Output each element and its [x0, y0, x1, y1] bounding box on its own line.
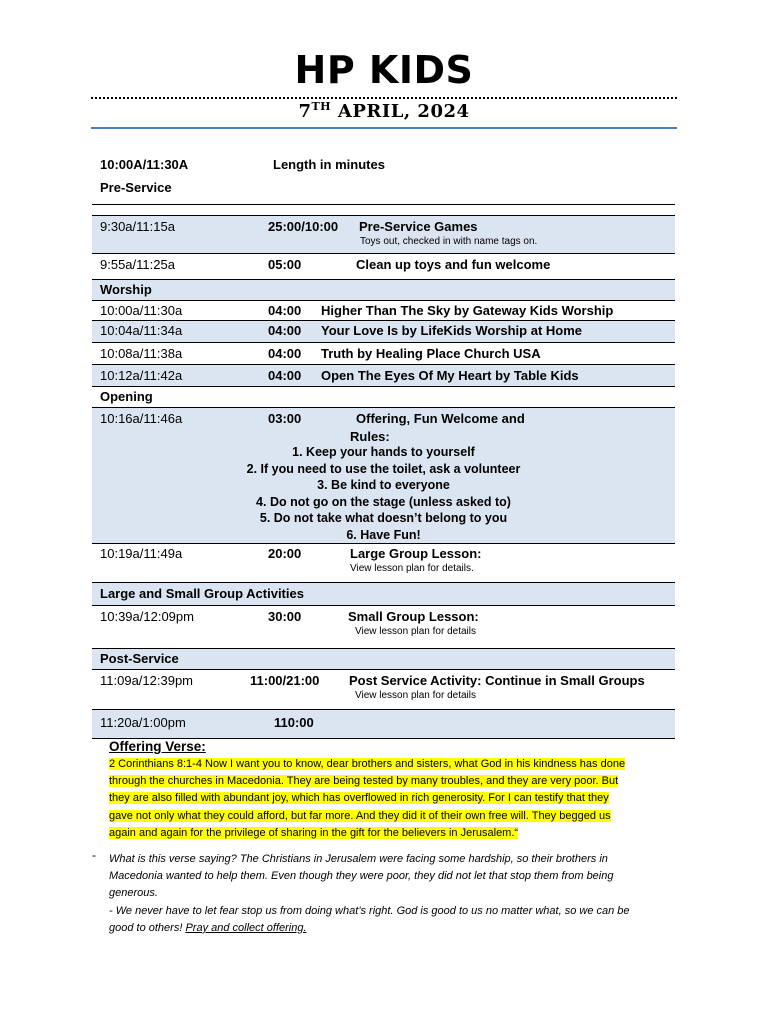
row-title: Pre-Service Games — [359, 219, 478, 234]
row-time: 11:20a/1:00pm — [100, 715, 186, 730]
verse-line: 2 Corinthians 8:1-4 Now I want you to know, dear brothers and sisters, what God in his kindness has done — [109, 758, 626, 770]
row-title: Your Love Is by LifeKids Worship at Home — [321, 323, 583, 338]
row-subtitle: View lesson plan for details — [355, 690, 476, 701]
section-opening — [92, 387, 675, 408]
dotted-divider — [91, 97, 677, 99]
row-time: 10:04a/11:34a — [100, 323, 183, 338]
schedule-row — [92, 216, 675, 254]
note-line: generous. — [109, 887, 158, 900]
row-length: 04:00 — [268, 323, 302, 338]
rule-item: 1. Keep your hands to yourself — [292, 445, 475, 459]
section-worship — [92, 280, 675, 301]
schedule-row — [92, 710, 675, 739]
row-title: Clean up toys and fun welcome — [356, 257, 551, 272]
row-title: Open The Eyes Of My Heart by Table Kids — [321, 368, 579, 383]
row-length: 05:00 — [268, 257, 302, 272]
row-time: 10:12a/11:42a — [100, 368, 183, 383]
offering-verse — [109, 756, 679, 842]
note-line: - We never have to let fear stop us from doing what’s right. God is good to us no matter what, so we can be — [109, 904, 630, 917]
row-length: 20:00 — [268, 546, 302, 561]
offering-title: Offering Verse: — [109, 739, 206, 754]
section-label: Worship — [100, 282, 152, 297]
service-date: 7TH APRIL, 2024 — [298, 100, 470, 122]
row-length: 30:00 — [268, 609, 302, 624]
row-title: Offering, Fun Welcome and — [356, 411, 525, 426]
note-line: Macedonia wanted to help them. Even though they were poor, they did not let that stop them from being — [109, 870, 614, 883]
row-time: 11:09a/12:39pm — [100, 673, 193, 688]
blue-divider — [91, 127, 677, 129]
row-title-line2: Rules: — [350, 429, 390, 444]
schedule-row — [92, 544, 675, 583]
row-length: 25:00/10:00 — [268, 219, 339, 234]
row-subtitle: View lesson plan for details. — [350, 563, 474, 574]
rule-item: 2. If you need to use the toilet, ask a volunteer — [246, 461, 521, 476]
rule-item: 5. Do not take what doesn’t belong to you — [259, 511, 508, 525]
row-title: Large Group Lesson: — [350, 546, 482, 561]
row-title: Post Service Activity: Continue in Small Groups — [349, 673, 645, 688]
verse-explanation — [109, 851, 674, 937]
spacer — [92, 205, 675, 216]
verse-line: through the churches in Macedonia. They are being tested by many troubles, and they are very poor. But — [109, 775, 619, 788]
schedule-row — [92, 606, 675, 649]
section-pre-service — [92, 178, 675, 205]
row-time: 9:30a/11:15a — [100, 219, 175, 234]
schedule-row — [92, 365, 675, 387]
section-activities — [92, 583, 675, 606]
row-time: 10:00a/11:30a — [100, 303, 183, 318]
rule-item: 3. Be kind to everyone — [317, 478, 450, 492]
verse-line: again and again for the privilege of sharing in the gift for the believers in Jerusalem.“ — [109, 826, 519, 839]
schedule-row — [92, 670, 675, 710]
rule-item: 6. Have Fun! — [346, 527, 421, 542]
schedule-row — [92, 301, 675, 321]
row-subtitle: View lesson plan for details — [355, 626, 476, 637]
row-title: Small Group Lesson: — [348, 609, 479, 624]
section-label: Pre-Service — [100, 180, 172, 195]
row-time: 10:19a/11:49a — [100, 546, 183, 561]
schedule-row — [92, 254, 675, 280]
row-title: Truth by Healing Place Church USA — [321, 346, 541, 361]
rule-item: 4. Do not go on the stage (unless asked to) — [256, 494, 511, 509]
row-title: Higher Than The Sky by Gateway Kids Worship — [321, 303, 614, 318]
row-subtitle: Toys out, checked in with name tags on. — [360, 236, 538, 247]
row-length: 04:00 — [268, 346, 302, 361]
header-length: Length in minutes — [273, 157, 385, 172]
row-time: 9:55a/11:25a — [100, 257, 175, 272]
verse-line: gave not only what they could afford, but far more. And they did it of their own free will. They begged us — [109, 809, 611, 822]
row-time: 10:08a/11:38a — [100, 346, 183, 361]
note-line: What is this verse saying? The Christians in Jerusalem were facing some hardship, so their brothers in — [109, 853, 608, 865]
schedule-header-row — [92, 150, 675, 178]
row-length: 03:00 — [268, 411, 302, 426]
header-time: 10:00A/11:30A — [100, 157, 189, 172]
row-length: 04:00 — [268, 303, 302, 318]
row-time: 10:39a/12:09pm — [100, 609, 194, 624]
offering-section — [109, 737, 679, 842]
verse-line: they are also filled with abundant joy, which has overflowed in rich generosity. For I can testify that they — [109, 792, 609, 805]
schedule-row — [92, 321, 675, 343]
section-label: Large and Small Group Activities — [100, 586, 304, 601]
bullet-dash: - — [92, 848, 96, 862]
schedule-table — [92, 150, 675, 739]
schedule-row — [92, 343, 675, 365]
rules-list — [92, 444, 675, 543]
offering-action: Pray and collect offering. — [185, 921, 307, 934]
section-post-service — [92, 649, 675, 670]
note-line: good to others! — [109, 921, 186, 934]
schedule-row — [92, 408, 675, 544]
page-title: HP KIDS — [294, 48, 474, 92]
section-label: Opening — [100, 389, 153, 404]
row-length: 04:00 — [268, 368, 302, 383]
row-length: 11:00/21:00 — [250, 673, 320, 688]
row-time: 10:16a/11:46a — [100, 411, 183, 426]
row-length: 110:00 — [274, 715, 314, 730]
section-label: Post-Service — [100, 651, 179, 666]
